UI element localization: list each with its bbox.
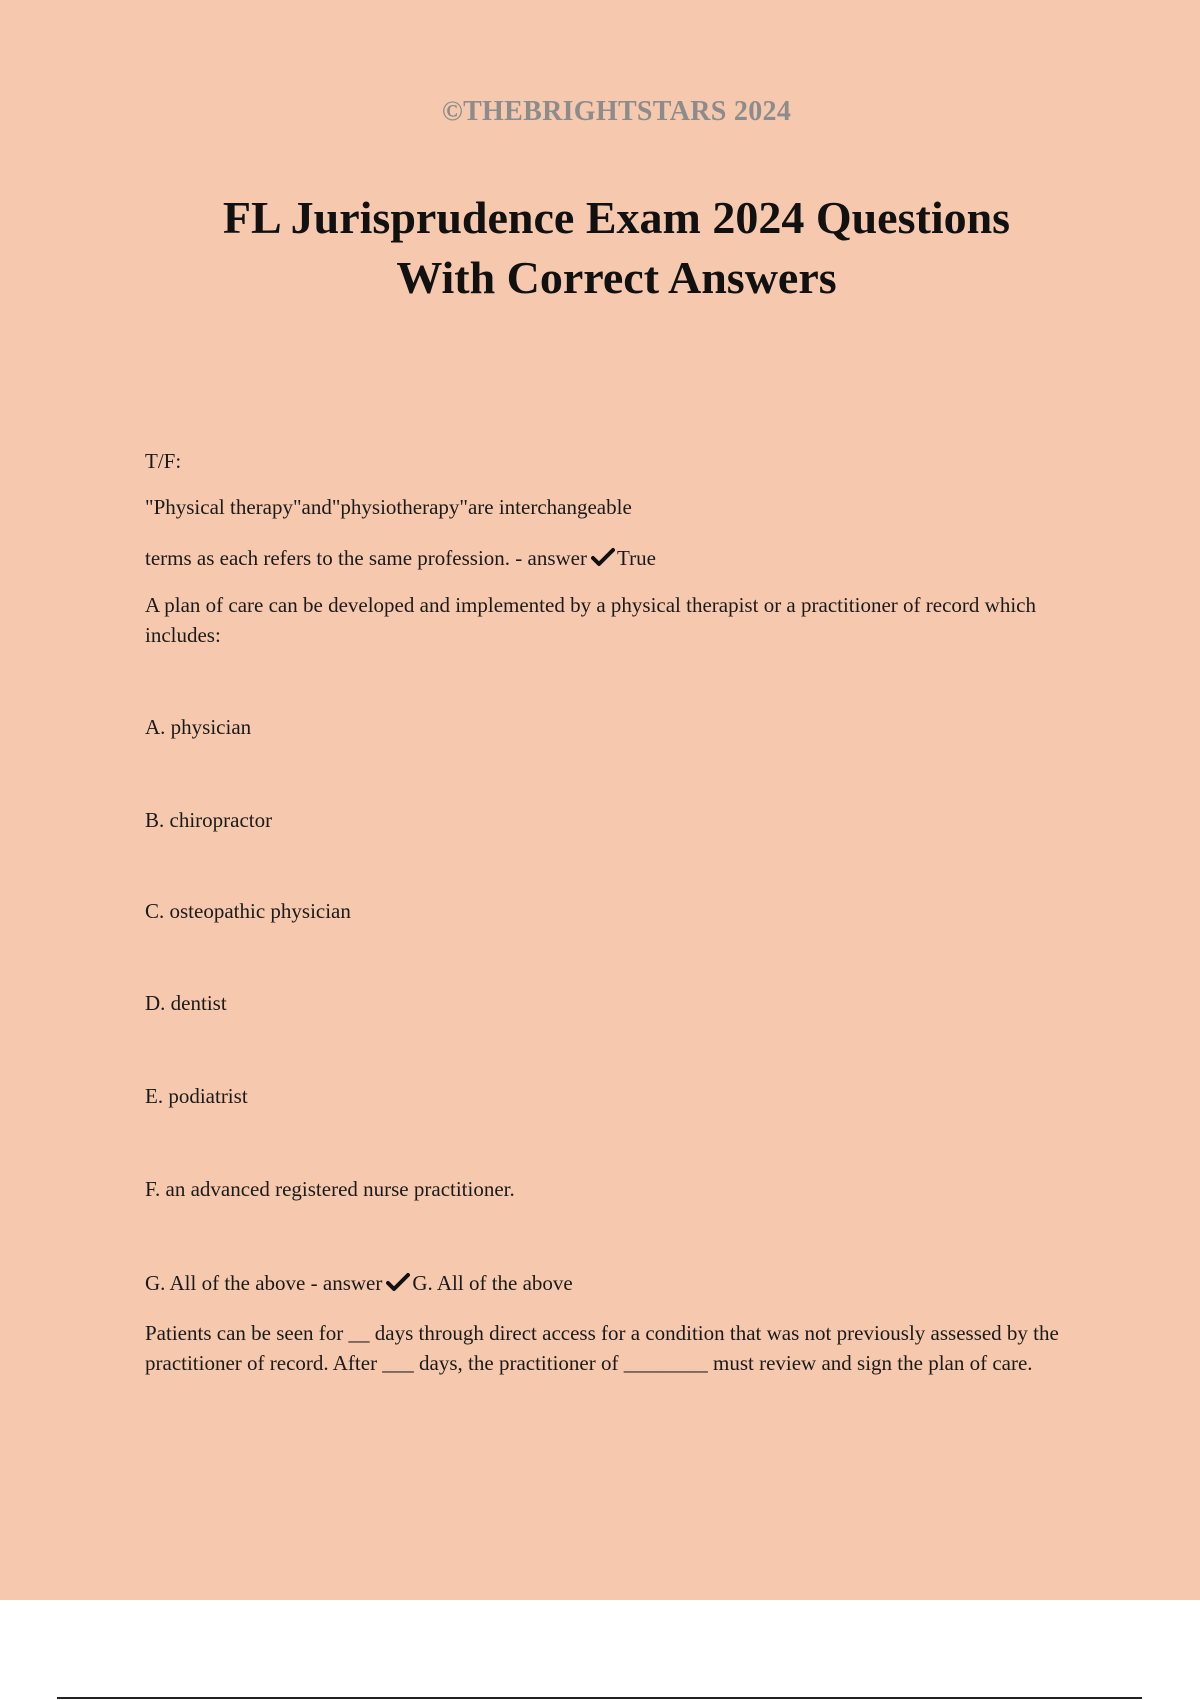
page-divider xyxy=(57,1697,1142,1699)
q1-label: T/F: xyxy=(145,449,182,473)
q1-line-1: "Physical therapy"and"physiotherapy"are interchangeable xyxy=(145,495,632,519)
q1-line-2-text: terms as each refers to the same profession. - answer xyxy=(145,546,587,570)
check-mark-icon xyxy=(386,1272,410,1292)
q2-option-d: D. dentist xyxy=(145,991,227,1015)
q2-prompt: A plan of care can be developed and implemented by a physical therapist or a practitioner of record which includes: xyxy=(145,593,1036,647)
q2-option-e: E. podiatrist xyxy=(145,1084,248,1108)
q2-answer: G. All of the above xyxy=(412,1271,573,1295)
q2-option-a: A. physician xyxy=(145,715,252,739)
copyright-header: ©THEBRIGHTSTARS 2024 xyxy=(441,96,792,127)
title-line-2: With Correct Answers xyxy=(396,252,837,303)
document-title xyxy=(100,188,1133,308)
q3-prompt: Patients can be seen for __ days through direct access for a condition that was not previously assessed by the practitioner of record. After ___ days, the practitioner of ________ must review and sign the plan of care. xyxy=(145,1321,1059,1375)
q2-option-g xyxy=(145,1268,1090,1298)
q2-option-b: B. chiropractor xyxy=(145,808,273,832)
title-line-1: FL Jurisprudence Exam 2024 Questions xyxy=(222,192,1011,243)
q1-line-2 xyxy=(145,543,1090,573)
q2-option-c: C. osteopathic physician xyxy=(145,899,351,923)
q2-option-g-text: G. All of the above - answer xyxy=(145,1271,383,1295)
q1-answer: True xyxy=(617,546,656,570)
q2-option-f: F. an advanced registered nurse practitioner. xyxy=(145,1177,515,1201)
check-mark-icon xyxy=(591,547,615,567)
